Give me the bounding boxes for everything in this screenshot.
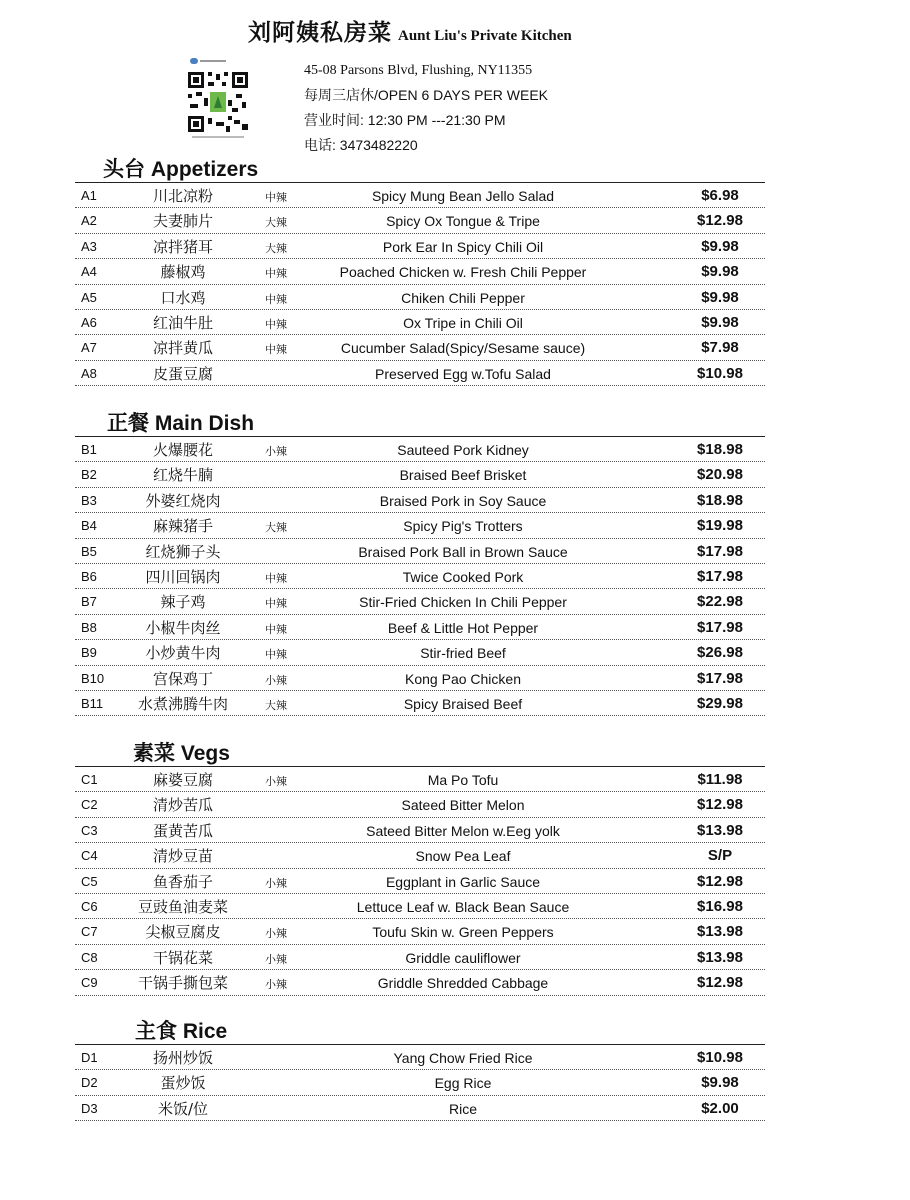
item-code: A8 [81, 365, 97, 381]
menu-item [75, 285, 765, 310]
menu-item [75, 666, 765, 691]
item-name-chinese: 麻辣猪手 [152, 517, 213, 536]
item-name-chinese: 小炒黄牛肉 [145, 644, 221, 663]
section-main-dish [75, 410, 765, 716]
item-name-english: Sateed Bitter Melon [401, 797, 525, 814]
item-code: B4 [81, 518, 97, 534]
item-name-chinese: 口水鸡 [160, 288, 206, 307]
spice-level: 小辣 [265, 673, 287, 687]
item-name-english: Preserved Egg w.Tofu Salad [375, 365, 551, 382]
item-name-english: Griddle cauliflower [405, 949, 521, 966]
section-title-text: 头台 [103, 157, 145, 181]
menu-item [75, 640, 765, 665]
item-price: $16.98 [697, 897, 743, 915]
item-name-chinese: 蛋炒饭 [160, 1074, 206, 1093]
menu-item [75, 234, 765, 259]
spice-level: 中辣 [265, 267, 287, 281]
section-vegs [75, 740, 765, 996]
item-name-english: Griddle Shredded Cabbage [377, 975, 549, 992]
section-title-text: Vegs [180, 742, 230, 765]
menu-item [75, 615, 765, 640]
item-code: B1 [81, 442, 97, 457]
item-name-english: Lettuce Leaf w. Black Bean Sauce [356, 898, 570, 915]
item-price: $10.98 [697, 364, 743, 382]
item-name-chinese: 扬州炒饭 [152, 1049, 213, 1067]
item-code: B9 [81, 645, 97, 661]
item-name-chinese: 水煮沸腾牛肉 [137, 694, 228, 713]
item-code: C6 [81, 898, 98, 914]
spice-level: 大辣 [265, 521, 287, 535]
menu-item [75, 869, 765, 894]
item-name-chinese: 辣子鸡 [160, 593, 206, 612]
title-chinese: 刘阿姨私房菜 [248, 20, 392, 46]
item-code: B10 [81, 670, 105, 686]
item-name-chinese: 米饭/位 [157, 1099, 209, 1118]
menu-item [75, 1045, 765, 1070]
item-name-english: Spicy Braised Beef [403, 695, 523, 712]
spice-level: 中辣 [265, 622, 287, 636]
item-name-chinese: 小椒牛肉丝 [145, 618, 221, 637]
item-price: $20.98 [697, 466, 743, 484]
item-name-english: Spicy Mung Bean Jello Salad [371, 188, 555, 204]
restaurant-info [304, 58, 548, 158]
spice-level: 大辣 [265, 698, 287, 712]
menu-item [75, 818, 765, 843]
title-english: Aunt Liu's Private Kitchen [398, 28, 572, 44]
item-code: B8 [81, 619, 97, 635]
item-name-chinese: 清炒豆苗 [152, 847, 213, 866]
section-title-text: Main Dish [154, 412, 255, 435]
item-code: C3 [81, 822, 98, 838]
section-title-text: 正餐 [107, 411, 149, 435]
closed-day: 每周三店休/OPEN 6 DAYS PER WEEK [304, 87, 549, 103]
item-name-chinese: 外婆红烧肉 [145, 491, 221, 510]
item-code: D2 [81, 1075, 98, 1091]
item-name-chinese: 凉拌黄瓜 [152, 339, 213, 358]
item-code: C9 [81, 975, 98, 991]
item-price: $12.98 [697, 796, 743, 814]
section-title [75, 740, 765, 766]
spice-level: 中辣 [265, 343, 287, 357]
spice-level: 小辣 [265, 775, 287, 788]
item-name-english: Stir-fried Beef [420, 645, 506, 662]
item-name-english: Braised Pork Ball in Brown Sauce [358, 543, 568, 560]
menu-item [75, 945, 765, 970]
menu-item [75, 1070, 765, 1095]
item-price: $26.98 [697, 644, 743, 662]
item-code: C8 [81, 949, 98, 965]
item-price: $7.98 [701, 339, 739, 357]
item-name-chinese: 干锅手撕包菜 [137, 974, 228, 993]
section-title [75, 410, 765, 436]
menu-item [75, 310, 765, 335]
menu-item [75, 843, 765, 868]
restaurant-title [248, 14, 572, 47]
spice-level: 中辣 [265, 648, 287, 662]
item-code: B2 [81, 467, 97, 483]
item-name-chinese: 宫保鸡丁 [152, 669, 213, 688]
item-price: $12.98 [697, 974, 743, 992]
item-name-english: Eggplant in Garlic Sauce [385, 873, 541, 890]
spice-level: 小辣 [265, 445, 287, 458]
item-name-english: Sateed Bitter Melon w.Eeg yolk [366, 822, 560, 839]
item-code: B3 [81, 492, 97, 508]
menu-item [75, 894, 765, 919]
item-price: $11.98 [697, 771, 743, 788]
item-name-english: Snow Pea Leaf [415, 848, 511, 865]
item-name-chinese: 尖椒豆腐皮 [145, 923, 221, 942]
item-price: $13.98 [697, 821, 743, 839]
item-name-english: Spicy Ox Tongue & Tripe [386, 213, 540, 230]
menu-item [75, 767, 765, 792]
item-name-english: Braised Pork in Soy Sauce [379, 492, 547, 509]
item-code: A7 [81, 340, 97, 356]
item-name-chinese: 川北凉粉 [152, 187, 213, 205]
item-price: $9.98 [701, 1074, 739, 1092]
item-name-chinese: 麻婆豆腐 [152, 771, 213, 789]
item-name-chinese: 蛋黄苦瓜 [152, 821, 213, 840]
item-name-chinese: 红烧牛腩 [152, 466, 213, 485]
item-name-chinese: 凉拌猪耳 [152, 237, 213, 256]
section-title-text: 主食 [135, 1019, 177, 1043]
item-price: $2.00 [701, 1099, 739, 1117]
section-rice [75, 1018, 765, 1121]
item-name-english: Egg Rice [434, 1075, 492, 1092]
item-price: $22.98 [697, 593, 743, 611]
item-code: A5 [81, 289, 97, 305]
item-code: C5 [81, 873, 98, 889]
item-code: D3 [81, 1100, 98, 1116]
item-name-english: Poached Chicken w. Fresh Chili Pepper [339, 264, 587, 281]
menu-item [75, 361, 765, 386]
item-name-english: Ma Po Tofu [427, 772, 499, 788]
item-code: B11 [81, 695, 104, 711]
item-price: $13.98 [697, 923, 743, 941]
spice-level: 小辣 [265, 927, 287, 941]
item-price: $13.98 [697, 948, 743, 966]
item-code: C4 [81, 848, 98, 864]
spice-level: 大辣 [265, 241, 287, 255]
item-price: $6.98 [701, 187, 739, 204]
item-price: $10.98 [697, 1049, 743, 1066]
spice-level: 小辣 [265, 952, 287, 966]
menu-item [75, 919, 765, 944]
item-name-english: Chiken Chili Pepper [401, 289, 525, 306]
item-name-chinese: 鱼香茄子 [152, 872, 213, 891]
item-name-chinese: 豆豉鱼油麦菜 [137, 897, 228, 916]
spice-level: 中辣 [265, 571, 287, 585]
item-price: $12.98 [697, 872, 743, 890]
item-code: B5 [81, 543, 97, 559]
item-code: A2 [81, 213, 97, 229]
item-price: $9.98 [701, 313, 739, 331]
item-name-chinese: 红油牛肚 [152, 313, 213, 332]
item-name-english: Toufu Skin w. Green Peppers [372, 924, 554, 941]
item-name-english: Pork Ear In Spicy Chili Oil [382, 238, 544, 255]
section-title [75, 156, 765, 182]
item-code: C1 [81, 772, 98, 787]
menu-item [75, 970, 765, 995]
item-name-english: Twice Cooked Pork [402, 568, 524, 585]
item-name-english: Beef & Little Hot Pepper [387, 619, 539, 636]
item-price: S/P [707, 847, 733, 865]
phone-number[interactable]: 电话: 3473482220 [304, 137, 418, 153]
item-price: $17.98 [697, 618, 743, 636]
menu-item [75, 564, 765, 589]
item-code: C2 [81, 797, 98, 813]
menu-item [75, 488, 765, 513]
menu-item [75, 437, 765, 462]
item-price: $29.98 [697, 694, 743, 712]
item-price: $17.98 [697, 542, 743, 560]
spice-level: 小辣 [265, 876, 287, 890]
item-price: $17.98 [697, 567, 743, 585]
item-code: B7 [81, 594, 97, 610]
menu-item [75, 691, 765, 716]
item-name-english: Braised Beef Brisket [399, 467, 527, 484]
menu-item [75, 589, 765, 614]
address: 45-08 Parsons Blvd, Flushing, NY11355 [304, 63, 533, 78]
menu-item [75, 335, 765, 360]
menu-item [75, 513, 765, 538]
item-price: $9.98 [701, 263, 739, 281]
section-title [75, 1018, 765, 1044]
menu-item [75, 792, 765, 817]
item-name-chinese: 皮蛋豆腐 [152, 364, 213, 383]
item-name-chinese: 四川回锅肉 [145, 567, 221, 586]
item-price: $12.98 [697, 212, 743, 230]
item-price: $18.98 [697, 491, 743, 509]
item-name-english: Ox Tripe in Chili Oil [403, 314, 523, 331]
spice-level: 中辣 [265, 597, 287, 611]
item-name-english: Kong Pao Chicken [405, 670, 521, 687]
menu-item [75, 539, 765, 564]
spice-level: 中辣 [265, 191, 287, 204]
item-name-english: Yang Chow Fried Rice [393, 1050, 533, 1066]
spice-level: 中辣 [265, 317, 287, 331]
item-price: $19.98 [697, 517, 743, 535]
spice-level: 小辣 [265, 978, 287, 992]
item-name-english: Sauteed Pork Kidney [397, 442, 529, 458]
spice-level: 大辣 [265, 216, 287, 230]
section-appetizers [75, 156, 765, 386]
item-name-chinese: 火爆腰花 [152, 441, 213, 459]
menu-item [75, 462, 765, 487]
section-title-text: Appetizers [150, 158, 259, 181]
item-code: A6 [81, 314, 97, 330]
menu-item [75, 1096, 765, 1121]
item-price: $17.98 [697, 669, 743, 687]
item-name-english: Rice [448, 1100, 477, 1117]
item-name-english: Cucumber Salad(Spicy/Sesame sauce) [340, 340, 586, 357]
item-name-chinese: 藤椒鸡 [160, 263, 206, 282]
item-name-english: Spicy Pig's Trotters [403, 518, 523, 535]
item-code: A4 [81, 264, 97, 280]
qr-code-icon[interactable] [186, 58, 250, 140]
item-code: A3 [81, 238, 97, 254]
item-code: C7 [81, 924, 98, 940]
business-hours: 营业时间: 12:30 PM ---21:30 PM [304, 112, 506, 128]
item-code: B6 [81, 568, 97, 584]
menu-item [75, 259, 765, 284]
item-code: D1 [81, 1050, 98, 1065]
item-name-english: Stir-Fried Chicken In Chili Pepper [359, 594, 567, 611]
item-name-chinese: 夫妻肺片 [152, 212, 213, 231]
section-title-text: 素菜 [133, 741, 175, 765]
menu-item [75, 208, 765, 233]
item-name-chinese: 清炒苦瓜 [152, 796, 213, 815]
item-price: $9.98 [701, 288, 739, 306]
spice-level: 中辣 [265, 292, 287, 306]
item-price: $9.98 [701, 237, 739, 255]
menu-item [75, 183, 765, 208]
item-code: A1 [81, 188, 97, 203]
section-title-text: Rice [182, 1020, 228, 1043]
item-name-chinese: 干锅花菜 [152, 948, 213, 967]
item-name-chinese: 红烧狮子头 [145, 542, 221, 561]
item-price: $18.98 [697, 441, 743, 458]
